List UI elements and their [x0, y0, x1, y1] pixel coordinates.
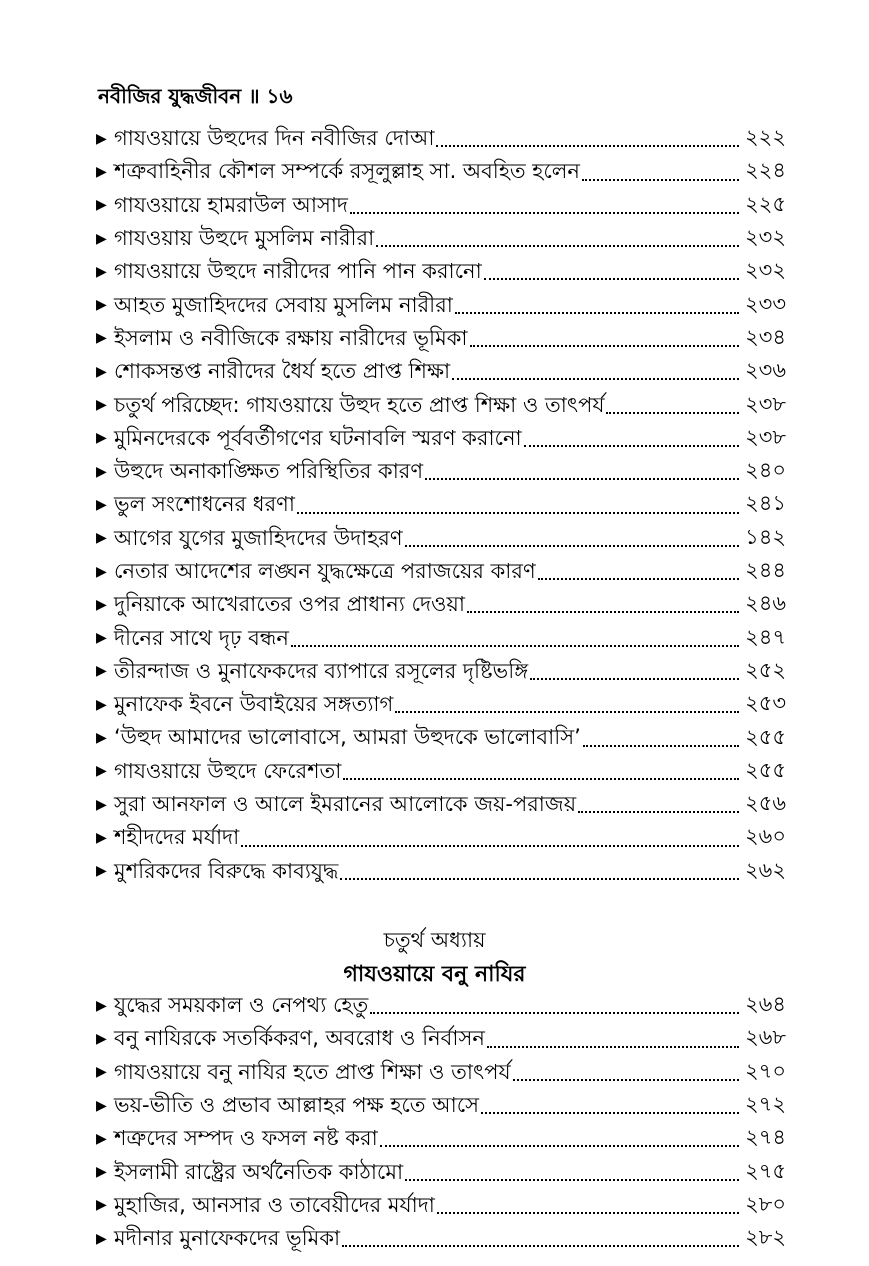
toc-section-2 — [96, 989, 786, 1255]
triangle-right-icon: ▶ — [96, 297, 107, 314]
toc-entry-page: ২৪১ — [745, 491, 786, 516]
triangle-right-icon: ▶ — [96, 696, 107, 713]
toc-entry-title: মুমিনদেরকে পূর্ববর্তীগণের ঘটনাবলি স্মরণ করানো — [114, 425, 522, 450]
toc-entry-page: ২৪৬ — [745, 591, 786, 616]
triangle-right-icon: ▶ — [96, 997, 107, 1014]
triangle-right-icon: ▶ — [96, 1164, 107, 1181]
dot-leader — [481, 1112, 739, 1114]
toc-section-1 — [96, 122, 786, 888]
triangle-right-icon: ▶ — [96, 596, 107, 613]
toc-entry — [96, 189, 786, 222]
dot-leader — [524, 445, 739, 447]
toc-entry-page: ২২৫ — [745, 191, 786, 216]
toc-entry — [96, 122, 786, 155]
toc-entry-page: ১৪২ — [745, 524, 786, 549]
toc-entry-title: সুরা আনফাল ও আলে ইমরানের আলোকে জয়-পরাজয় — [114, 792, 577, 817]
toc-entry-page: ২৪৭ — [745, 624, 786, 649]
toc-entry-title: ইসলামী রাষ্ট্রের অর্থনৈতিক কাঠামো — [114, 1159, 404, 1184]
toc-entry-title: গাযওয়ায়ে বনু নাযির হতে প্রাপ্ত শিক্ষা ও তাৎপর্য — [114, 1059, 511, 1084]
triangle-right-icon: ▶ — [96, 230, 107, 247]
triangle-right-icon: ▶ — [96, 1097, 107, 1114]
toc-entry-title: গাযওয়ায়ে উহুদে ফেরেশতা — [114, 758, 342, 783]
dot-leader — [487, 1046, 739, 1048]
toc-entry-title: আগের যুগের মুজাহিদদের উদাহরণ — [114, 525, 403, 550]
toc-entry — [96, 355, 786, 388]
toc-entry-title: ভুল সংশোধনের ধরণা — [114, 492, 295, 517]
toc-entry-page: ২৩৮ — [745, 424, 786, 449]
dot-leader — [455, 312, 739, 314]
toc-entry-page: ২৬০ — [745, 824, 786, 849]
toc-entry-title: উহুদে অনাকাঙ্ক্ষিত পরিস্থিতির কারণ — [114, 459, 424, 484]
toc-entry — [96, 1056, 786, 1089]
toc-entry — [96, 1155, 786, 1188]
triangle-right-icon: ▶ — [96, 463, 107, 480]
toc-entry-page: ২৩২ — [745, 258, 786, 283]
toc-entry — [96, 322, 786, 355]
toc-entry-page: ২৫২ — [745, 657, 786, 682]
toc-entry — [96, 989, 786, 1022]
dot-leader — [380, 1145, 739, 1147]
triangle-right-icon: ▶ — [96, 863, 107, 880]
toc-entry-page: ২৪০ — [745, 458, 786, 483]
toc-entry — [96, 755, 786, 788]
dot-leader — [425, 478, 739, 480]
triangle-right-icon: ▶ — [96, 796, 107, 813]
triangle-right-icon: ▶ — [96, 397, 107, 414]
dot-leader — [343, 778, 739, 780]
dot-leader — [484, 278, 739, 280]
toc-entry-title: বনু নাযিরকে সতর্কিকরণ, অবরোধ ও নির্বাসন — [114, 1026, 485, 1051]
toc-entry — [96, 1022, 786, 1055]
toc-entry-title: মুহাজির, আনসার ও তাবেয়ীদের মর্যাদা — [114, 1192, 435, 1217]
toc-entry — [96, 222, 786, 255]
triangle-right-icon: ▶ — [96, 1064, 107, 1081]
toc-entry-title: আহত মুজাহিদদের সেবায় মুসলিম নারীরা — [114, 292, 453, 317]
chapter-title: গাযওয়ায়ে বনু নাযির — [343, 962, 526, 987]
dot-leader — [370, 1012, 739, 1014]
toc-entry — [96, 655, 786, 688]
toc-entry — [96, 488, 786, 521]
dot-leader — [291, 645, 739, 647]
toc-entry-page: ২৪৪ — [745, 558, 786, 583]
toc-entry-page: ২৫৫ — [745, 724, 786, 749]
toc-entry-title: ‘উহুদ আমাদের ভালোবাসে, আমরা উহুদকে ভালোবাসি’ — [114, 725, 581, 750]
toc-entry — [96, 155, 786, 188]
toc-entry-title: চতুর্থ পরিচ্ছেদ: গাযওয়ায়ে উহুদ হতে প্রাপ্ত শিক্ষা ও তাৎপর্য — [114, 392, 605, 417]
triangle-right-icon: ▶ — [96, 330, 107, 347]
toc-entry — [96, 588, 786, 621]
toc-entry — [96, 555, 786, 588]
triangle-right-icon: ▶ — [96, 1030, 107, 1047]
toc-entry-page: ২৩৪ — [745, 324, 786, 349]
toc-entry-page: ২৮০ — [745, 1191, 786, 1216]
toc-entry-page: ২২২ — [745, 125, 786, 150]
toc-entry-title: নেতার আদেশের লঙ্ঘন যুদ্ধক্ষেত্রে পরাজয়ের কারণ — [114, 559, 536, 583]
triangle-right-icon: ▶ — [96, 663, 107, 680]
toc-entry — [96, 522, 786, 555]
toc-entry — [96, 1189, 786, 1222]
toc-entry-page: ২৬৪ — [745, 992, 786, 1017]
running-header: নবীজির যুদ্ধজীবন ॥ ১৬ — [98, 84, 293, 108]
toc-entry — [96, 721, 786, 754]
triangle-right-icon: ▶ — [96, 563, 107, 580]
toc-entry-page: ২৩২ — [745, 225, 786, 250]
toc-entry-title: দুনিয়াকে আখেরাতের ওপর প্রাধান্য দেওয়া — [114, 592, 465, 617]
triangle-right-icon: ▶ — [96, 829, 107, 846]
toc-entry-title: যুদ্ধের সময়কাল ও নেপথ্য হেতু — [114, 993, 369, 1018]
triangle-right-icon: ▶ — [96, 530, 107, 547]
triangle-right-icon: ▶ — [96, 363, 107, 380]
dot-leader — [530, 678, 739, 680]
toc-entry-page: ২৫৬ — [745, 791, 786, 816]
toc-entry-title: গাযওয়ায়ে হামরাউল আসাদ — [114, 192, 348, 217]
triangle-right-icon: ▶ — [96, 496, 107, 513]
triangle-right-icon: ▶ — [96, 1230, 107, 1247]
dot-leader — [297, 512, 739, 514]
dot-leader — [405, 545, 740, 547]
toc-entry-page: ২২৪ — [745, 158, 786, 183]
toc-entry-title: গাযওয়ায়ে উহুদে নারীদের পানি পান করানো — [114, 259, 482, 284]
toc-entry — [96, 621, 786, 654]
triangle-right-icon: ▶ — [96, 430, 107, 447]
toc-entry-title: ভয়-ভীতি ও প্রভাব আল্লাহর পক্ষ হতে আসে — [114, 1093, 480, 1118]
toc-entry-title: গাযওয়ায় উহুদে মুসলিম নারীরা — [114, 226, 375, 251]
triangle-right-icon: ▶ — [96, 1197, 107, 1214]
triangle-right-icon: ▶ — [96, 197, 107, 214]
dot-leader — [350, 212, 739, 214]
triangle-right-icon: ▶ — [96, 763, 107, 780]
dot-leader — [241, 845, 739, 847]
toc-entry-page: ২৫৩ — [745, 691, 786, 716]
toc-entry — [96, 788, 786, 821]
toc-entry-page: ২৭০ — [745, 1058, 786, 1083]
dot-leader — [405, 1179, 739, 1181]
dot-leader — [342, 1245, 739, 1247]
toc-entry — [96, 1122, 786, 1155]
toc-entry-page: ২৭২ — [745, 1092, 786, 1117]
triangle-right-icon: ▶ — [96, 130, 107, 147]
toc-entry — [96, 1222, 786, 1255]
dot-leader — [470, 345, 740, 347]
dot-leader — [436, 145, 739, 147]
toc-entry — [96, 255, 786, 288]
toc-entry-page: ২৬২ — [745, 857, 786, 882]
dot-leader — [578, 811, 739, 813]
toc-entry-title: ইসলাম ও নবীজিকে রক্ষায় নারীদের ভূমিকা — [114, 325, 468, 350]
triangle-right-icon: ▶ — [96, 1130, 107, 1147]
dot-leader — [583, 745, 739, 747]
toc-entry — [96, 455, 786, 488]
toc-entry — [96, 1089, 786, 1122]
triangle-right-icon: ▶ — [96, 163, 107, 180]
dot-leader — [376, 245, 739, 247]
chapter-label: চতুর্থ অধ্যায় — [383, 928, 486, 952]
toc-entry-title: শোকসন্তপ্ত নারীদের ধৈর্য হতে প্রাপ্ত শিক্ষা — [114, 359, 451, 384]
toc-entry-title: গাযওয়ায়ে উহুদের দিন নবীজির দোআ — [114, 126, 435, 151]
toc-entry-page: ২৩৮ — [745, 391, 786, 416]
toc-entry-page: ২৫৫ — [745, 757, 786, 782]
toc-entry-page: ২৭৪ — [745, 1125, 786, 1150]
toc-entry-title: শহীদদের মর্যাদা — [114, 825, 240, 850]
toc-entry-title: তীরন্দাজ ও মুনাফেকদের ব্যাপারে রসূলের দৃষ্টিভঙ্গি — [114, 658, 529, 683]
toc-entry — [96, 388, 786, 421]
toc-entry-page: ২৬৮ — [745, 1025, 786, 1050]
toc-entry-page: ২৩৩ — [745, 291, 786, 316]
dot-leader — [340, 878, 739, 880]
toc-entry — [96, 422, 786, 455]
triangle-right-icon: ▶ — [96, 263, 107, 280]
toc-entry-title: মুশরিকদের বিরুদ্ধে কাব্যযুদ্ধ — [114, 858, 339, 883]
dot-leader — [395, 711, 739, 713]
dot-leader — [467, 611, 739, 613]
toc-entry-title: শত্রুদের সম্পদ ও ফসল নষ্ট করা — [114, 1126, 378, 1151]
dot-leader — [582, 179, 739, 181]
toc-entry — [96, 821, 786, 854]
toc-entry — [96, 855, 786, 888]
toc-entry — [96, 288, 786, 321]
triangle-right-icon: ▶ — [96, 729, 107, 746]
toc-entry-page: ২৩৬ — [745, 358, 786, 383]
dot-leader — [513, 1079, 739, 1081]
dot-leader — [452, 378, 739, 380]
dot-leader — [437, 1212, 739, 1214]
toc-entry-page: ২৭৫ — [745, 1158, 786, 1183]
toc-entry-title: শত্রুবাহিনীর কৌশল সম্পর্কে রসূলুল্লাহ সা. অবহিত হলেন — [114, 159, 580, 184]
toc-entry-title: দীনের সাথে দৃঢ় বন্ধন — [114, 625, 289, 650]
dot-leader — [606, 412, 739, 414]
toc-entry-title: মদীনার মুনাফেকদের ভূমিকা — [114, 1226, 341, 1251]
dot-leader — [538, 578, 739, 580]
triangle-right-icon: ▶ — [96, 630, 107, 647]
toc-entry-page: ২৮২ — [745, 1225, 786, 1250]
toc-entry — [96, 688, 786, 721]
toc-entry-title: মুনাফেক ইবনে উবাইয়ের সঙ্গত্যাগ — [114, 692, 394, 717]
